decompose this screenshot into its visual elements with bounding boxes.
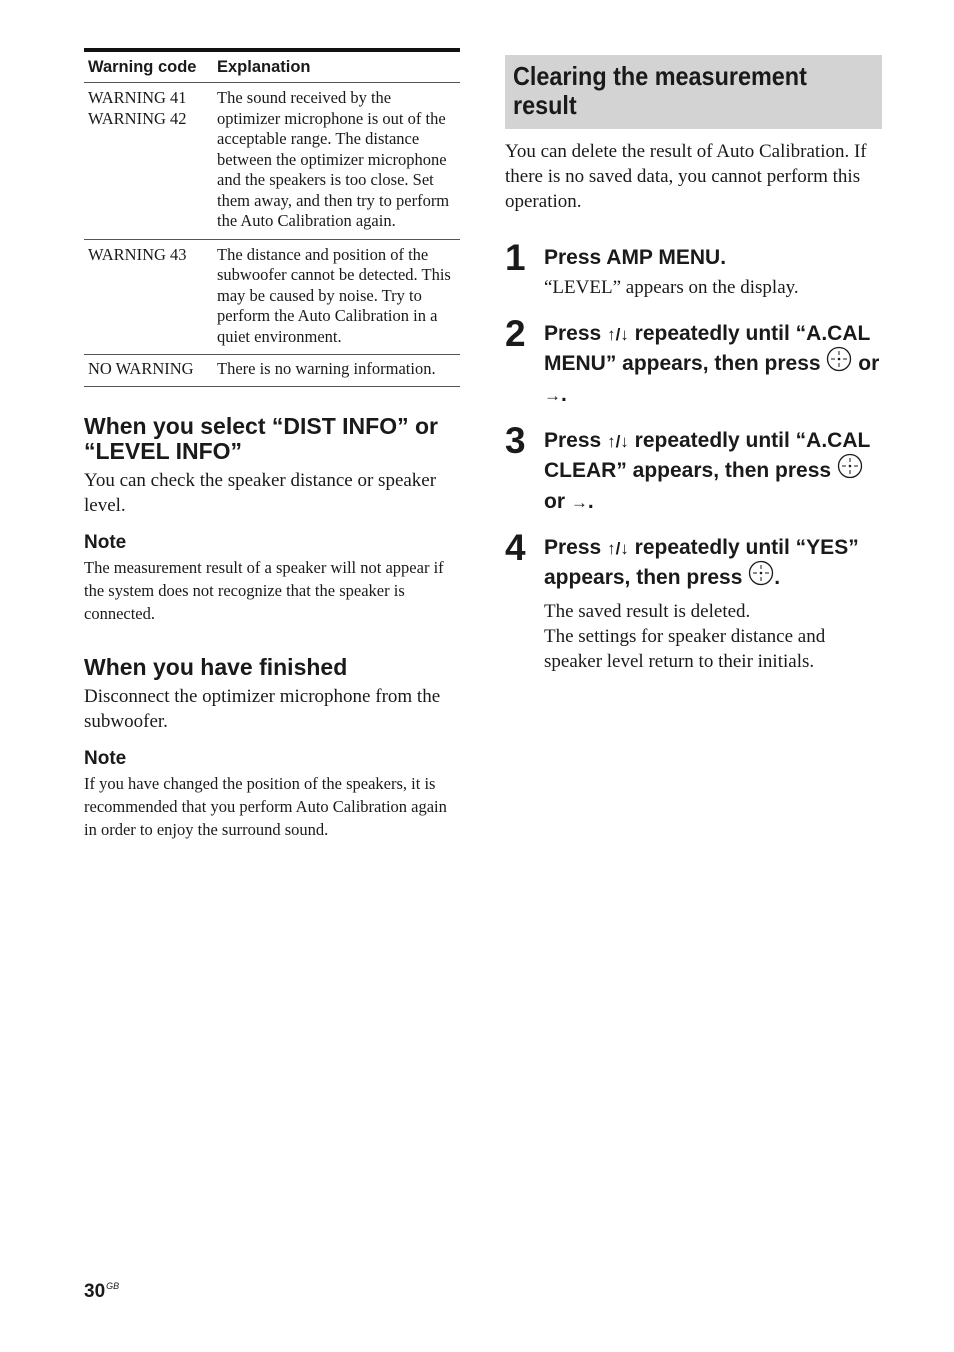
section-heading: Clearing the measurement result	[513, 61, 807, 120]
dist-info-note: The measurement result of a speaker will not appear if the system does not recognize that the speaker is connected.	[84, 557, 444, 623]
arrow-up-down-icon: ↑/↓	[607, 539, 629, 558]
warning-code-table	[84, 48, 460, 387]
explanation-cell: There is no warning information.	[213, 355, 460, 387]
finished-body: Disconnect the optimizer microphone from the subwoofer.	[84, 685, 441, 732]
left-column	[84, 48, 460, 841]
step-number: 2	[505, 313, 526, 354]
press-word: Press	[544, 429, 602, 452]
page-number-value: 30	[84, 1281, 106, 1302]
arrow-right-icon: →	[544, 386, 561, 405]
step-result-detail: The settings for speaker distance and speaker level return to their initials.	[544, 626, 826, 672]
explanation-cell: The distance and position of the subwoofer cannot be detected. This may be caused by noise. Try to perform the Auto Calibration in a quiet environment.	[213, 239, 460, 355]
arrow-up-down-icon: ↑/↓	[607, 432, 629, 451]
finished-note: If you have changed the position of the speakers, it is recommended that you perform Auto Calibration again in order to enjoy the surround sound.	[84, 773, 447, 839]
enter-button-icon	[826, 346, 852, 379]
arrow-up-down-icon: ↑/↓	[607, 325, 629, 344]
table-header-row	[84, 50, 460, 83]
step-instruction	[544, 427, 882, 516]
dist-info-heading: When you select “DIST INFO” or “LEVEL INFO”	[84, 412, 438, 464]
enter-button-icon	[837, 453, 863, 486]
finished-note-label: Note	[84, 747, 127, 769]
press-word: Press	[544, 322, 602, 345]
step-number: 1	[505, 237, 526, 278]
period: .	[587, 490, 594, 513]
step-number: 3	[505, 420, 526, 461]
step-2	[505, 313, 882, 409]
table-row	[84, 355, 460, 387]
or-word: or	[858, 352, 880, 376]
period: .	[774, 566, 781, 590]
header-explanation: Explanation	[213, 50, 460, 83]
instruction-text: repeatedly until “A.CAL MENU” appears, then press	[544, 322, 870, 376]
press-word: Press	[544, 536, 602, 559]
table-row	[84, 239, 460, 355]
step-instruction	[544, 320, 882, 409]
step-instruction: Press AMP MENU.	[544, 246, 727, 269]
table-row	[84, 83, 460, 240]
step-1	[505, 237, 882, 300]
clearing-intro: You can delete the result of Auto Calibration. If there is no saved data, you cannot perform this operation.	[505, 141, 867, 212]
step-number: 4	[505, 527, 526, 568]
dist-info-body: You can check the speaker distance or speaker level.	[84, 469, 437, 516]
explanation-cell: The sound received by the optimizer microphone is out of the acceptable range. The distance between the optimizer microphone and the speakers is too close. Set them away, and then try to perform the Auto Calibration again.	[213, 83, 460, 240]
warning-code-cell: WARNING 43	[84, 239, 213, 355]
page-number	[84, 1281, 119, 1303]
step-instruction	[544, 534, 882, 595]
dist-info-note-label: Note	[84, 531, 127, 553]
step-result: The saved result is deleted.	[544, 601, 751, 622]
instruction-text: repeatedly until “A.CAL CLEAR” appears, then press	[544, 429, 870, 483]
finished-heading: When you have finished	[84, 653, 348, 680]
step-4	[505, 527, 882, 674]
instruction-text: repeatedly until “YES” appears, then press	[544, 536, 859, 590]
or-word: or	[544, 490, 565, 513]
enter-button-icon	[748, 560, 774, 593]
header-warning-code: Warning code	[84, 50, 213, 83]
section-heading-box	[505, 55, 882, 129]
step-3	[505, 420, 882, 516]
warning-code-cell: WARNING 41 WARNING 42	[84, 83, 213, 240]
page-number-suffix: GB	[106, 1281, 120, 1291]
arrow-right-icon: →	[570, 493, 588, 512]
right-column	[505, 55, 882, 674]
step-result: “LEVEL” appears on the display.	[544, 277, 799, 298]
period: .	[561, 383, 567, 406]
warning-code-cell: NO WARNING	[84, 355, 213, 387]
